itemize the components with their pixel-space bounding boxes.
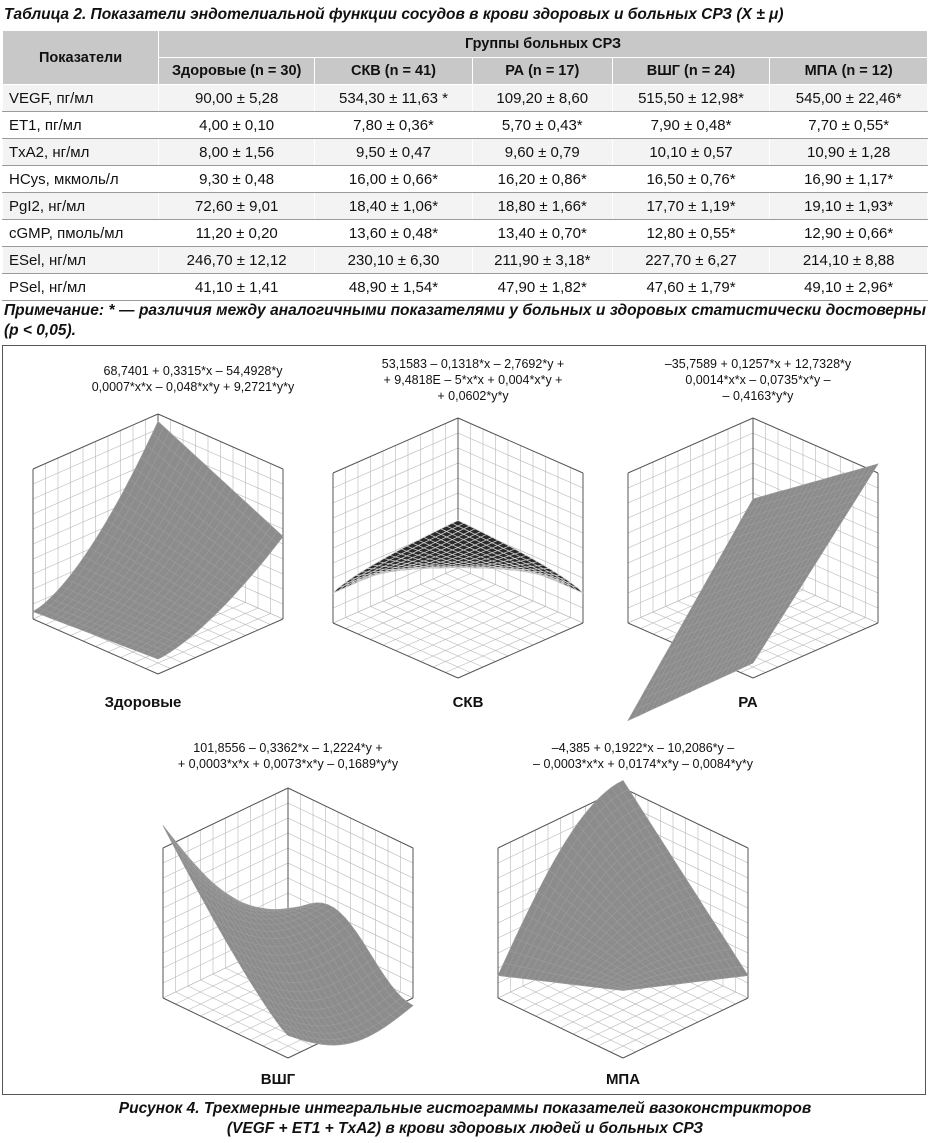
table-note: Примечание: * — различия между аналогичными показателями у больных и здоровых статистически достоверны (p < 0,05). <box>4 302 926 339</box>
cell-value: 246,70 ± 12,12 <box>159 247 315 274</box>
figure-caption <box>4 1099 926 1139</box>
table-caption: Таблица 2. Показатели эндотелиальной функции сосудов в крови здоровых и больных СРЗ (X ± μ) <box>4 6 784 23</box>
row-name: ET1, пг/мл <box>3 112 159 139</box>
equation-line: 53,1583 – 0,1318*x – 2,7692*y + <box>381 357 565 371</box>
equation-mpa <box>498 740 788 772</box>
equation-line: 68,7401 + 0,3315*x – 54,4928*y <box>103 364 283 378</box>
cell-value: 16,00 ± 0,66* <box>315 166 473 193</box>
cell-value: 9,30 ± 0,48 <box>159 166 315 193</box>
panel-label-healthy: Здоровые <box>104 694 182 711</box>
cell-value: 545,00 ± 22,46* <box>770 85 928 112</box>
cell-value: 18,80 ± 1,66* <box>472 193 612 220</box>
cell-value: 47,90 ± 1,82* <box>472 274 612 301</box>
table-row <box>3 193 928 220</box>
surface-cell <box>572 586 583 593</box>
col-header-ra: РА (n = 17) <box>472 58 612 85</box>
row-name: PgI2, нг/мл <box>3 193 159 220</box>
cell-value: 5,70 ± 0,43* <box>472 112 612 139</box>
cell-value: 13,60 ± 0,48* <box>315 220 473 247</box>
table-row <box>3 166 928 193</box>
surface-plot-ra <box>618 408 888 686</box>
equation-line: – 0,4163*y*y <box>722 389 794 403</box>
cell-value: 4,00 ± 0,10 <box>159 112 315 139</box>
cell-value: 19,10 ± 1,93* <box>770 193 928 220</box>
panel-label-mpa: МПА <box>605 1071 641 1088</box>
cell-value: 211,90 ± 3,18* <box>472 247 612 274</box>
cell-value: 12,90 ± 0,66* <box>770 220 928 247</box>
figure-caption-line: (VEGF + ET1 + TxA2) в крови здоровых людей и больных СРЗ <box>226 1120 704 1137</box>
equation-line: + 0,0003*x*x + 0,0073*x*y – 0,1689*y*y <box>177 757 399 771</box>
endothelial-function-table <box>2 30 928 301</box>
equation-line: + 9,4818E – 5*x*x + 0,004*x*y + <box>383 373 563 387</box>
cell-value: 17,70 ± 1,19* <box>612 193 770 220</box>
cell-value: 7,70 ± 0,55* <box>770 112 928 139</box>
cell-value: 7,90 ± 0,48* <box>612 112 770 139</box>
equation-line: 101,8556 – 0,3362*x – 1,2224*y + <box>193 741 383 755</box>
equation-line: –4,385 + 0,1922*x – 10,2086*y – <box>551 741 735 755</box>
table-row <box>3 112 928 139</box>
surface-cell <box>163 826 174 844</box>
cell-value: 18,40 ± 1,06* <box>315 193 473 220</box>
equation-line: 0,0007*x*x – 0,048*x*y + 9,2721*y*y <box>91 380 295 394</box>
table-row <box>3 85 928 112</box>
cell-value: 214,10 ± 8,88 <box>770 247 928 274</box>
cell-value: 49,10 ± 2,96* <box>770 274 928 301</box>
cell-value: 16,50 ± 0,76* <box>612 166 770 193</box>
cell-value: 8,00 ± 1,56 <box>159 139 315 166</box>
panel-label-ra: РА <box>738 694 758 711</box>
cell-value: 13,40 ± 0,70* <box>472 220 612 247</box>
row-name: TxA2, нг/мл <box>3 139 159 166</box>
cell-value: 515,50 ± 12,98* <box>612 85 770 112</box>
cell-value: 90,00 ± 5,28 <box>159 85 315 112</box>
surface-cell <box>333 586 344 593</box>
col-header-vshg: ВШГ (n = 24) <box>612 58 770 85</box>
cell-value: 47,60 ± 1,79* <box>612 274 770 301</box>
surface-plot-vshg <box>153 778 423 1066</box>
equation-line: –35,7589 + 0,1257*x + 12,7328*y <box>664 357 852 371</box>
equation-healthy <box>43 363 343 395</box>
row-name: cGMP, пмоль/мл <box>3 220 159 247</box>
cell-value: 48,90 ± 1,54* <box>315 274 473 301</box>
equation-line: + 0,0602*y*y <box>437 389 509 403</box>
cell-value: 11,20 ± 0,20 <box>159 220 315 247</box>
cell-value: 41,10 ± 1,41 <box>159 274 315 301</box>
figure-caption-line: Рисунок 4. Трехмерные интегральные гистограммы показателей вазоконстрикторов <box>118 1100 812 1117</box>
cell-value: 16,20 ± 0,86* <box>472 166 612 193</box>
row-name: PSel, нг/мл <box>3 274 159 301</box>
equation-skv <box>338 356 608 404</box>
cell-value: 72,60 ± 9,01 <box>159 193 315 220</box>
col-header-mpa: МПА (n = 12) <box>770 58 928 85</box>
table-row <box>3 247 928 274</box>
cell-value: 7,80 ± 0,36* <box>315 112 473 139</box>
surface-plot-healthy <box>23 404 293 686</box>
table-row <box>3 220 928 247</box>
cell-value: 9,60 ± 0,79 <box>472 139 612 166</box>
cell-value: 109,20 ± 8,60 <box>472 85 612 112</box>
group-span-header: Группы больных СРЗ <box>159 31 928 58</box>
table-row <box>3 274 928 301</box>
row-name: HCys, мкмоль/л <box>3 166 159 193</box>
surface-plot-skv <box>323 408 593 686</box>
panel-label-skv: СКВ <box>452 694 484 711</box>
figure-4 <box>2 345 926 1095</box>
cell-value: 10,10 ± 0,57 <box>612 139 770 166</box>
equation-ra <box>638 356 878 404</box>
cell-value: 12,80 ± 0,55* <box>612 220 770 247</box>
cell-value: 230,10 ± 6,30 <box>315 247 473 274</box>
equation-line: 0,0014*x*x – 0,0735*x*y – <box>685 373 831 387</box>
col-header-healthy: Здоровые (n = 30) <box>159 58 315 85</box>
cell-value: 9,50 ± 0,47 <box>315 139 473 166</box>
panel-label-vshg: ВШГ <box>260 1071 296 1088</box>
equation-vshg <box>153 740 423 772</box>
cell-value: 16,90 ± 1,17* <box>770 166 928 193</box>
row-name: VEGF, пг/мл <box>3 85 159 112</box>
col-header-skv: СКВ (n = 41) <box>315 58 473 85</box>
table-row <box>3 139 928 166</box>
row-name: ESel, нг/мл <box>3 247 159 274</box>
cell-value: 10,90 ± 1,28 <box>770 139 928 166</box>
surface-plot-mpa <box>488 778 758 1066</box>
param-header: Показатели <box>3 31 159 85</box>
cell-value: 534,30 ± 11,63 * <box>315 85 473 112</box>
equation-line: – 0,0003*x*x + 0,0174*x*y – 0,0084*y*y <box>533 757 753 771</box>
cell-value: 227,70 ± 6,27 <box>612 247 770 274</box>
